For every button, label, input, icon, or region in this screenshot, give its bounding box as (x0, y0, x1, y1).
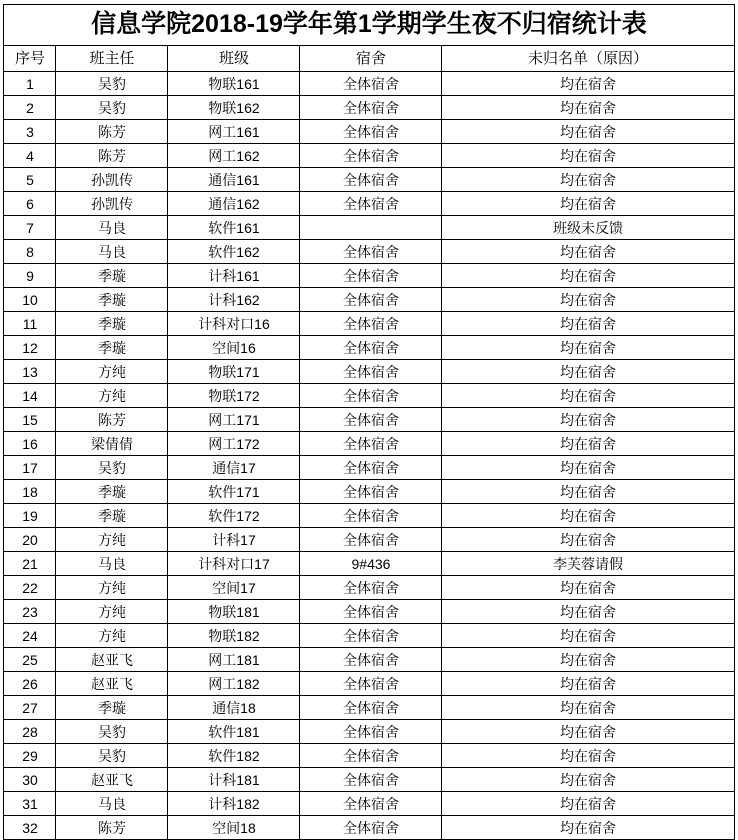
cell-dorm: 全体宿舍 (300, 480, 442, 504)
cell-dorm: 全体宿舍 (300, 768, 442, 792)
column-header-teacher: 班主任 (56, 46, 168, 72)
cell-reason: 均在宿舍 (442, 240, 734, 264)
cell-dorm: 全体宿舍 (300, 408, 442, 432)
table-row (4, 624, 734, 648)
cell-dorm: 全体宿舍 (300, 360, 442, 384)
cell-teacher: 季璇 (56, 312, 168, 336)
column-header-seq: 序号 (4, 46, 56, 72)
table-body (4, 5, 734, 840)
cell-seq: 22 (4, 576, 56, 600)
cell-seq: 2 (4, 96, 56, 120)
cell-class: 网工172 (168, 432, 300, 456)
cell-teacher: 赵亚飞 (56, 648, 168, 672)
cell-teacher: 季璇 (56, 480, 168, 504)
table-row (4, 144, 734, 168)
cell-teacher: 吴豹 (56, 72, 168, 96)
cell-class: 物联171 (168, 360, 300, 384)
cell-dorm: 全体宿舍 (300, 792, 442, 816)
cell-reason: 均在宿舍 (442, 816, 734, 840)
table-row (4, 168, 734, 192)
cell-dorm: 全体宿舍 (300, 816, 442, 840)
cell-seq: 21 (4, 552, 56, 576)
cell-reason: 班级未反馈 (442, 216, 734, 240)
cell-class: 计科181 (168, 768, 300, 792)
cell-teacher: 方纯 (56, 624, 168, 648)
cell-reason: 均在宿舍 (442, 624, 734, 648)
cell-dorm: 全体宿舍 (300, 432, 442, 456)
cell-reason: 均在宿舍 (442, 720, 734, 744)
table-row (4, 792, 734, 816)
table-row (4, 240, 734, 264)
cell-dorm: 全体宿舍 (300, 120, 442, 144)
cell-teacher: 孙凯传 (56, 168, 168, 192)
cell-seq: 29 (4, 744, 56, 768)
cell-reason: 均在宿舍 (442, 600, 734, 624)
cell-dorm: 全体宿舍 (300, 624, 442, 648)
table-row (4, 192, 734, 216)
cell-class: 空间18 (168, 816, 300, 840)
cell-seq: 6 (4, 192, 56, 216)
cell-dorm (300, 216, 442, 240)
cell-seq: 8 (4, 240, 56, 264)
cell-class: 计科162 (168, 288, 300, 312)
cell-reason: 均在宿舍 (442, 648, 734, 672)
table-row (4, 528, 734, 552)
cell-reason: 均在宿舍 (442, 432, 734, 456)
cell-class: 软件181 (168, 720, 300, 744)
cell-reason: 均在宿舍 (442, 504, 734, 528)
table-row (4, 600, 734, 624)
column-header-class: 班级 (168, 46, 300, 72)
cell-teacher: 陈芳 (56, 144, 168, 168)
cell-teacher: 吴豹 (56, 96, 168, 120)
cell-teacher: 吴豹 (56, 720, 168, 744)
cell-teacher: 陈芳 (56, 816, 168, 840)
cell-reason: 均在宿舍 (442, 336, 734, 360)
table-row (4, 576, 734, 600)
cell-seq: 9 (4, 264, 56, 288)
cell-class: 计科161 (168, 264, 300, 288)
cell-reason: 均在宿舍 (442, 408, 734, 432)
cell-dorm: 全体宿舍 (300, 696, 442, 720)
cell-class: 网工171 (168, 408, 300, 432)
cell-reason: 均在宿舍 (442, 312, 734, 336)
document-title: 信息学院2018-19学年第1学期学生夜不归宿统计表 (4, 5, 734, 46)
cell-dorm: 全体宿舍 (300, 576, 442, 600)
cell-class: 计科对口16 (168, 312, 300, 336)
cell-reason: 均在宿舍 (442, 96, 734, 120)
table-row (4, 552, 734, 576)
cell-class: 网工182 (168, 672, 300, 696)
cell-seq: 31 (4, 792, 56, 816)
cell-teacher: 赵亚飞 (56, 768, 168, 792)
cell-dorm: 全体宿舍 (300, 600, 442, 624)
cell-reason: 均在宿舍 (442, 144, 734, 168)
cell-reason: 均在宿舍 (442, 72, 734, 96)
cell-seq: 10 (4, 288, 56, 312)
cell-teacher: 季璇 (56, 264, 168, 288)
cell-teacher: 方纯 (56, 384, 168, 408)
cell-seq: 12 (4, 336, 56, 360)
table-row (4, 696, 734, 720)
cell-teacher: 陈芳 (56, 408, 168, 432)
cell-reason: 均在宿舍 (442, 288, 734, 312)
cell-reason: 均在宿舍 (442, 264, 734, 288)
cell-class: 计科对口17 (168, 552, 300, 576)
cell-teacher: 马良 (56, 552, 168, 576)
cell-seq: 16 (4, 432, 56, 456)
cell-dorm: 9#436 (300, 552, 442, 576)
cell-class: 空间17 (168, 576, 300, 600)
cell-dorm: 全体宿舍 (300, 312, 442, 336)
cell-class: 通信161 (168, 168, 300, 192)
cell-reason: 均在宿舍 (442, 576, 734, 600)
cell-class: 网工161 (168, 120, 300, 144)
cell-reason: 均在宿舍 (442, 120, 734, 144)
column-header-dorm: 宿舍 (300, 46, 442, 72)
cell-reason: 均在宿舍 (442, 384, 734, 408)
cell-seq: 7 (4, 216, 56, 240)
cell-dorm: 全体宿舍 (300, 528, 442, 552)
title-row (4, 5, 734, 46)
cell-seq: 18 (4, 480, 56, 504)
table-row (4, 384, 734, 408)
cell-dorm: 全体宿舍 (300, 144, 442, 168)
cell-seq: 25 (4, 648, 56, 672)
cell-teacher: 梁倩倩 (56, 432, 168, 456)
cell-class: 软件171 (168, 480, 300, 504)
cell-seq: 20 (4, 528, 56, 552)
cell-reason: 均在宿舍 (442, 360, 734, 384)
cell-teacher: 季璇 (56, 288, 168, 312)
cell-seq: 14 (4, 384, 56, 408)
cell-class: 软件182 (168, 744, 300, 768)
cell-teacher: 季璇 (56, 336, 168, 360)
cell-reason: 均在宿舍 (442, 456, 734, 480)
cell-dorm: 全体宿舍 (300, 672, 442, 696)
cell-seq: 5 (4, 168, 56, 192)
column-header-row (4, 46, 734, 72)
cell-seq: 23 (4, 600, 56, 624)
cell-dorm: 全体宿舍 (300, 648, 442, 672)
cell-reason: 均在宿舍 (442, 192, 734, 216)
cell-dorm: 全体宿舍 (300, 240, 442, 264)
table-row (4, 312, 734, 336)
table-row (4, 720, 734, 744)
cell-dorm: 全体宿舍 (300, 288, 442, 312)
column-header-reason: 未归名单（原因） (442, 46, 734, 72)
cell-class: 网工181 (168, 648, 300, 672)
cell-class: 物联181 (168, 600, 300, 624)
cell-dorm: 全体宿舍 (300, 168, 442, 192)
cell-dorm: 全体宿舍 (300, 72, 442, 96)
table-row (4, 672, 734, 696)
cell-dorm: 全体宿舍 (300, 504, 442, 528)
cell-reason: 均在宿舍 (442, 768, 734, 792)
cell-reason: 均在宿舍 (442, 480, 734, 504)
cell-dorm: 全体宿舍 (300, 96, 442, 120)
table-row (4, 744, 734, 768)
cell-seq: 27 (4, 696, 56, 720)
cell-class: 空间16 (168, 336, 300, 360)
table-row (4, 456, 734, 480)
cell-dorm: 全体宿舍 (300, 192, 442, 216)
cell-teacher: 赵亚飞 (56, 672, 168, 696)
cell-reason: 均在宿舍 (442, 528, 734, 552)
cell-teacher: 吴豹 (56, 456, 168, 480)
cell-seq: 4 (4, 144, 56, 168)
cell-class: 软件161 (168, 216, 300, 240)
cell-seq: 13 (4, 360, 56, 384)
cell-seq: 3 (4, 120, 56, 144)
cell-class: 通信18 (168, 696, 300, 720)
cell-seq: 30 (4, 768, 56, 792)
table-row (4, 72, 734, 96)
cell-class: 物联162 (168, 96, 300, 120)
cell-teacher: 陈芳 (56, 120, 168, 144)
cell-class: 通信17 (168, 456, 300, 480)
cell-seq: 26 (4, 672, 56, 696)
cell-seq: 17 (4, 456, 56, 480)
cell-reason: 均在宿舍 (442, 696, 734, 720)
table-row (4, 648, 734, 672)
cell-class: 软件162 (168, 240, 300, 264)
cell-seq: 1 (4, 72, 56, 96)
table-row (4, 432, 734, 456)
cell-class: 物联172 (168, 384, 300, 408)
table-row (4, 768, 734, 792)
cell-reason: 均在宿舍 (442, 168, 734, 192)
cell-seq: 24 (4, 624, 56, 648)
table-row (4, 216, 734, 240)
cell-dorm: 全体宿舍 (300, 456, 442, 480)
cell-seq: 32 (4, 816, 56, 840)
cell-seq: 28 (4, 720, 56, 744)
cell-class: 物联161 (168, 72, 300, 96)
cell-teacher: 方纯 (56, 600, 168, 624)
cell-teacher: 方纯 (56, 528, 168, 552)
cell-teacher: 马良 (56, 216, 168, 240)
cell-class: 计科182 (168, 792, 300, 816)
cell-class: 物联182 (168, 624, 300, 648)
cell-dorm: 全体宿舍 (300, 384, 442, 408)
cell-class: 通信162 (168, 192, 300, 216)
cell-dorm: 全体宿舍 (300, 336, 442, 360)
cell-class: 网工162 (168, 144, 300, 168)
cell-teacher: 方纯 (56, 360, 168, 384)
cell-seq: 15 (4, 408, 56, 432)
cell-teacher: 方纯 (56, 576, 168, 600)
cell-seq: 11 (4, 312, 56, 336)
cell-reason: 均在宿舍 (442, 744, 734, 768)
cell-class: 软件172 (168, 504, 300, 528)
table-row (4, 360, 734, 384)
dormitory-statistics-table (3, 4, 734, 840)
cell-teacher: 孙凯传 (56, 192, 168, 216)
cell-teacher: 马良 (56, 792, 168, 816)
table-row (4, 288, 734, 312)
cell-teacher: 季璇 (56, 504, 168, 528)
table-row (4, 120, 734, 144)
table-row (4, 96, 734, 120)
cell-seq: 19 (4, 504, 56, 528)
cell-dorm: 全体宿舍 (300, 744, 442, 768)
cell-reason: 均在宿舍 (442, 672, 734, 696)
cell-dorm: 全体宿舍 (300, 720, 442, 744)
cell-teacher: 季璇 (56, 696, 168, 720)
table-row (4, 408, 734, 432)
table-row (4, 336, 734, 360)
document-sheet (0, 4, 738, 840)
cell-teacher: 吴豹 (56, 744, 168, 768)
cell-reason: 李芙蓉请假 (442, 552, 734, 576)
cell-teacher: 马良 (56, 240, 168, 264)
table-row (4, 480, 734, 504)
table-row (4, 264, 734, 288)
table-row (4, 504, 734, 528)
cell-reason: 均在宿舍 (442, 792, 734, 816)
cell-dorm: 全体宿舍 (300, 264, 442, 288)
cell-class: 计科17 (168, 528, 300, 552)
